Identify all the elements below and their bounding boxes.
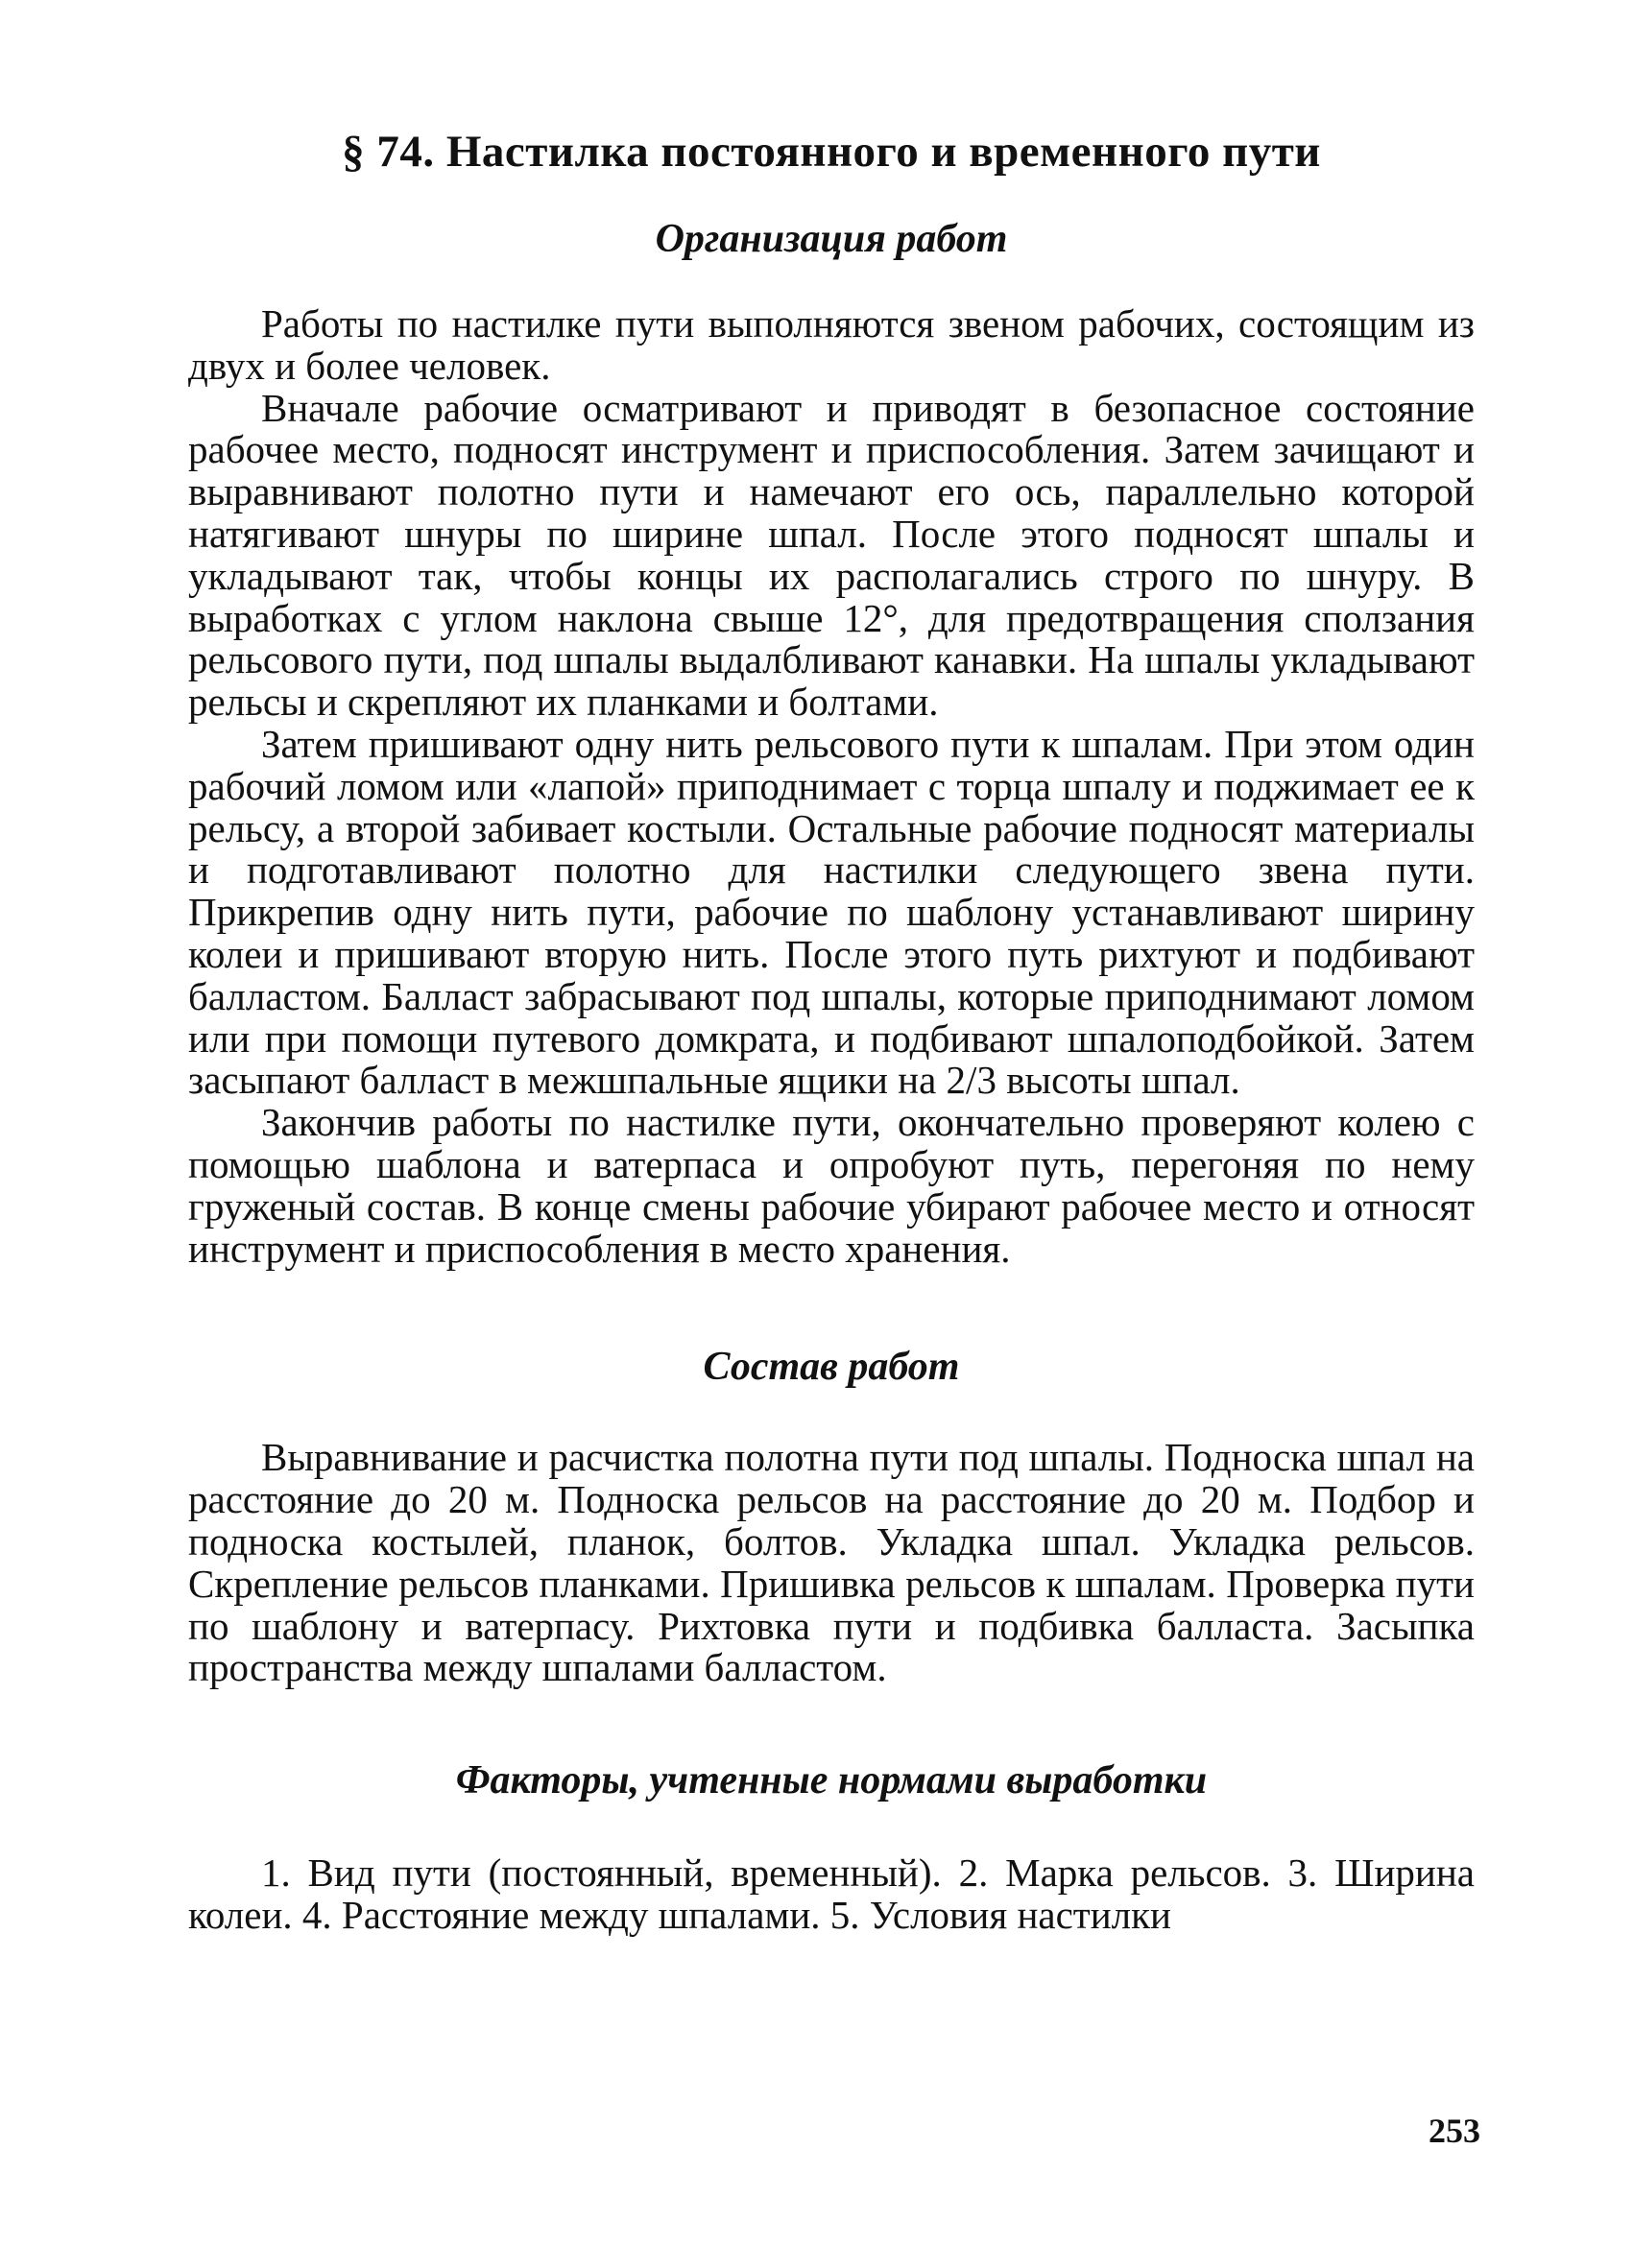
- composition-paragraph: Выравнивание и расчистка полотна пути под шпалы. Подноска шпал на расстояние до 20 м. Подноска рельсов на расстояние до 20 м. Подбор и подноска костылей, планок, болтов. Укладка шпал. Укладка рельсов. Скрепление рельсов планками. Пришивка рельсов к шпалам. Проверка пути по шаблону и ватерпасу. Рихтовка пути и подбивка балласта. Засыпка пространства между шпалами балластом.: [188, 1435, 1475, 1690]
- organization-heading: Организация работ: [655, 217, 1008, 261]
- page-number: 253: [1429, 2112, 1480, 2150]
- organization-paragraph-4: Закончив работы по настилке пути, окончательно проверяют колею с помощью шаблона и ватерпаса и опробуют путь, перегоняя по нему груженый состав. В конце смены рабочие убирают рабочее место и относят инструмент и приспособления в место хранения.: [188, 1100, 1475, 1271]
- composition-heading: Состав работ: [703, 1345, 960, 1390]
- section-title: § 74. Настилка постоянного и временного пути: [342, 127, 1321, 177]
- organization-paragraph-3: Затем пришивают одну нить рельсового пути к шпалам. При этом один рабочий ломом или «лапой» приподнимает с торца шпалу и поджимает ее к рельсу, а второй забивает костыли. Остальные рабочие подносят материалы и подготавливают полотно для настилки следующего звена пути. Прикрепив одну нить пути, рабочие по шаблону устанавливают ширину колеи и пришивают вторую нить. После этого путь рихтуют и подбивают балластом. Балласт забрасывают под шпалы, которые приподнимают ломом или при помощи путевого домкрата, и подбивают шпалоподбойкой. Затем засыпают балласт в межшпальные ящики на 2/3 высоты шпал.: [188, 721, 1475, 1103]
- organization-paragraph-1: Работы по настилке пути выполняются звеном рабочих, состоящим из двух и более человек.: [188, 301, 1475, 388]
- page-content: [188, 125, 1475, 1937]
- factors-heading: Факторы, учтенные нормами выработки: [455, 1758, 1208, 1803]
- factors-paragraph: 1. Вид пути (постоянный, временный). 2. Марка рельсов. 3. Ширина колеи. 4. Расстояние между шпалами. 5. Условия настилки: [188, 1850, 1475, 1937]
- organization-paragraph-2: Вначале рабочие осматривают и приводят в безопасное состояние рабочее место, подносят инструмент и приспособления. Затем зачищают и выравнивают полотно пути и намечают его ось, параллельно которой натягивают шнуры по ширине шпал. После этого подносят шпалы и укладывают так, чтобы концы их располагались строго по шнуру. В выработках с углом наклона свыше 12°, для предотвращения сползания рельсового пути, под шпалы выдалбливают канавки. На шпалы укладывают рельсы и скрепляют их планками и болтами.: [188, 385, 1475, 725]
